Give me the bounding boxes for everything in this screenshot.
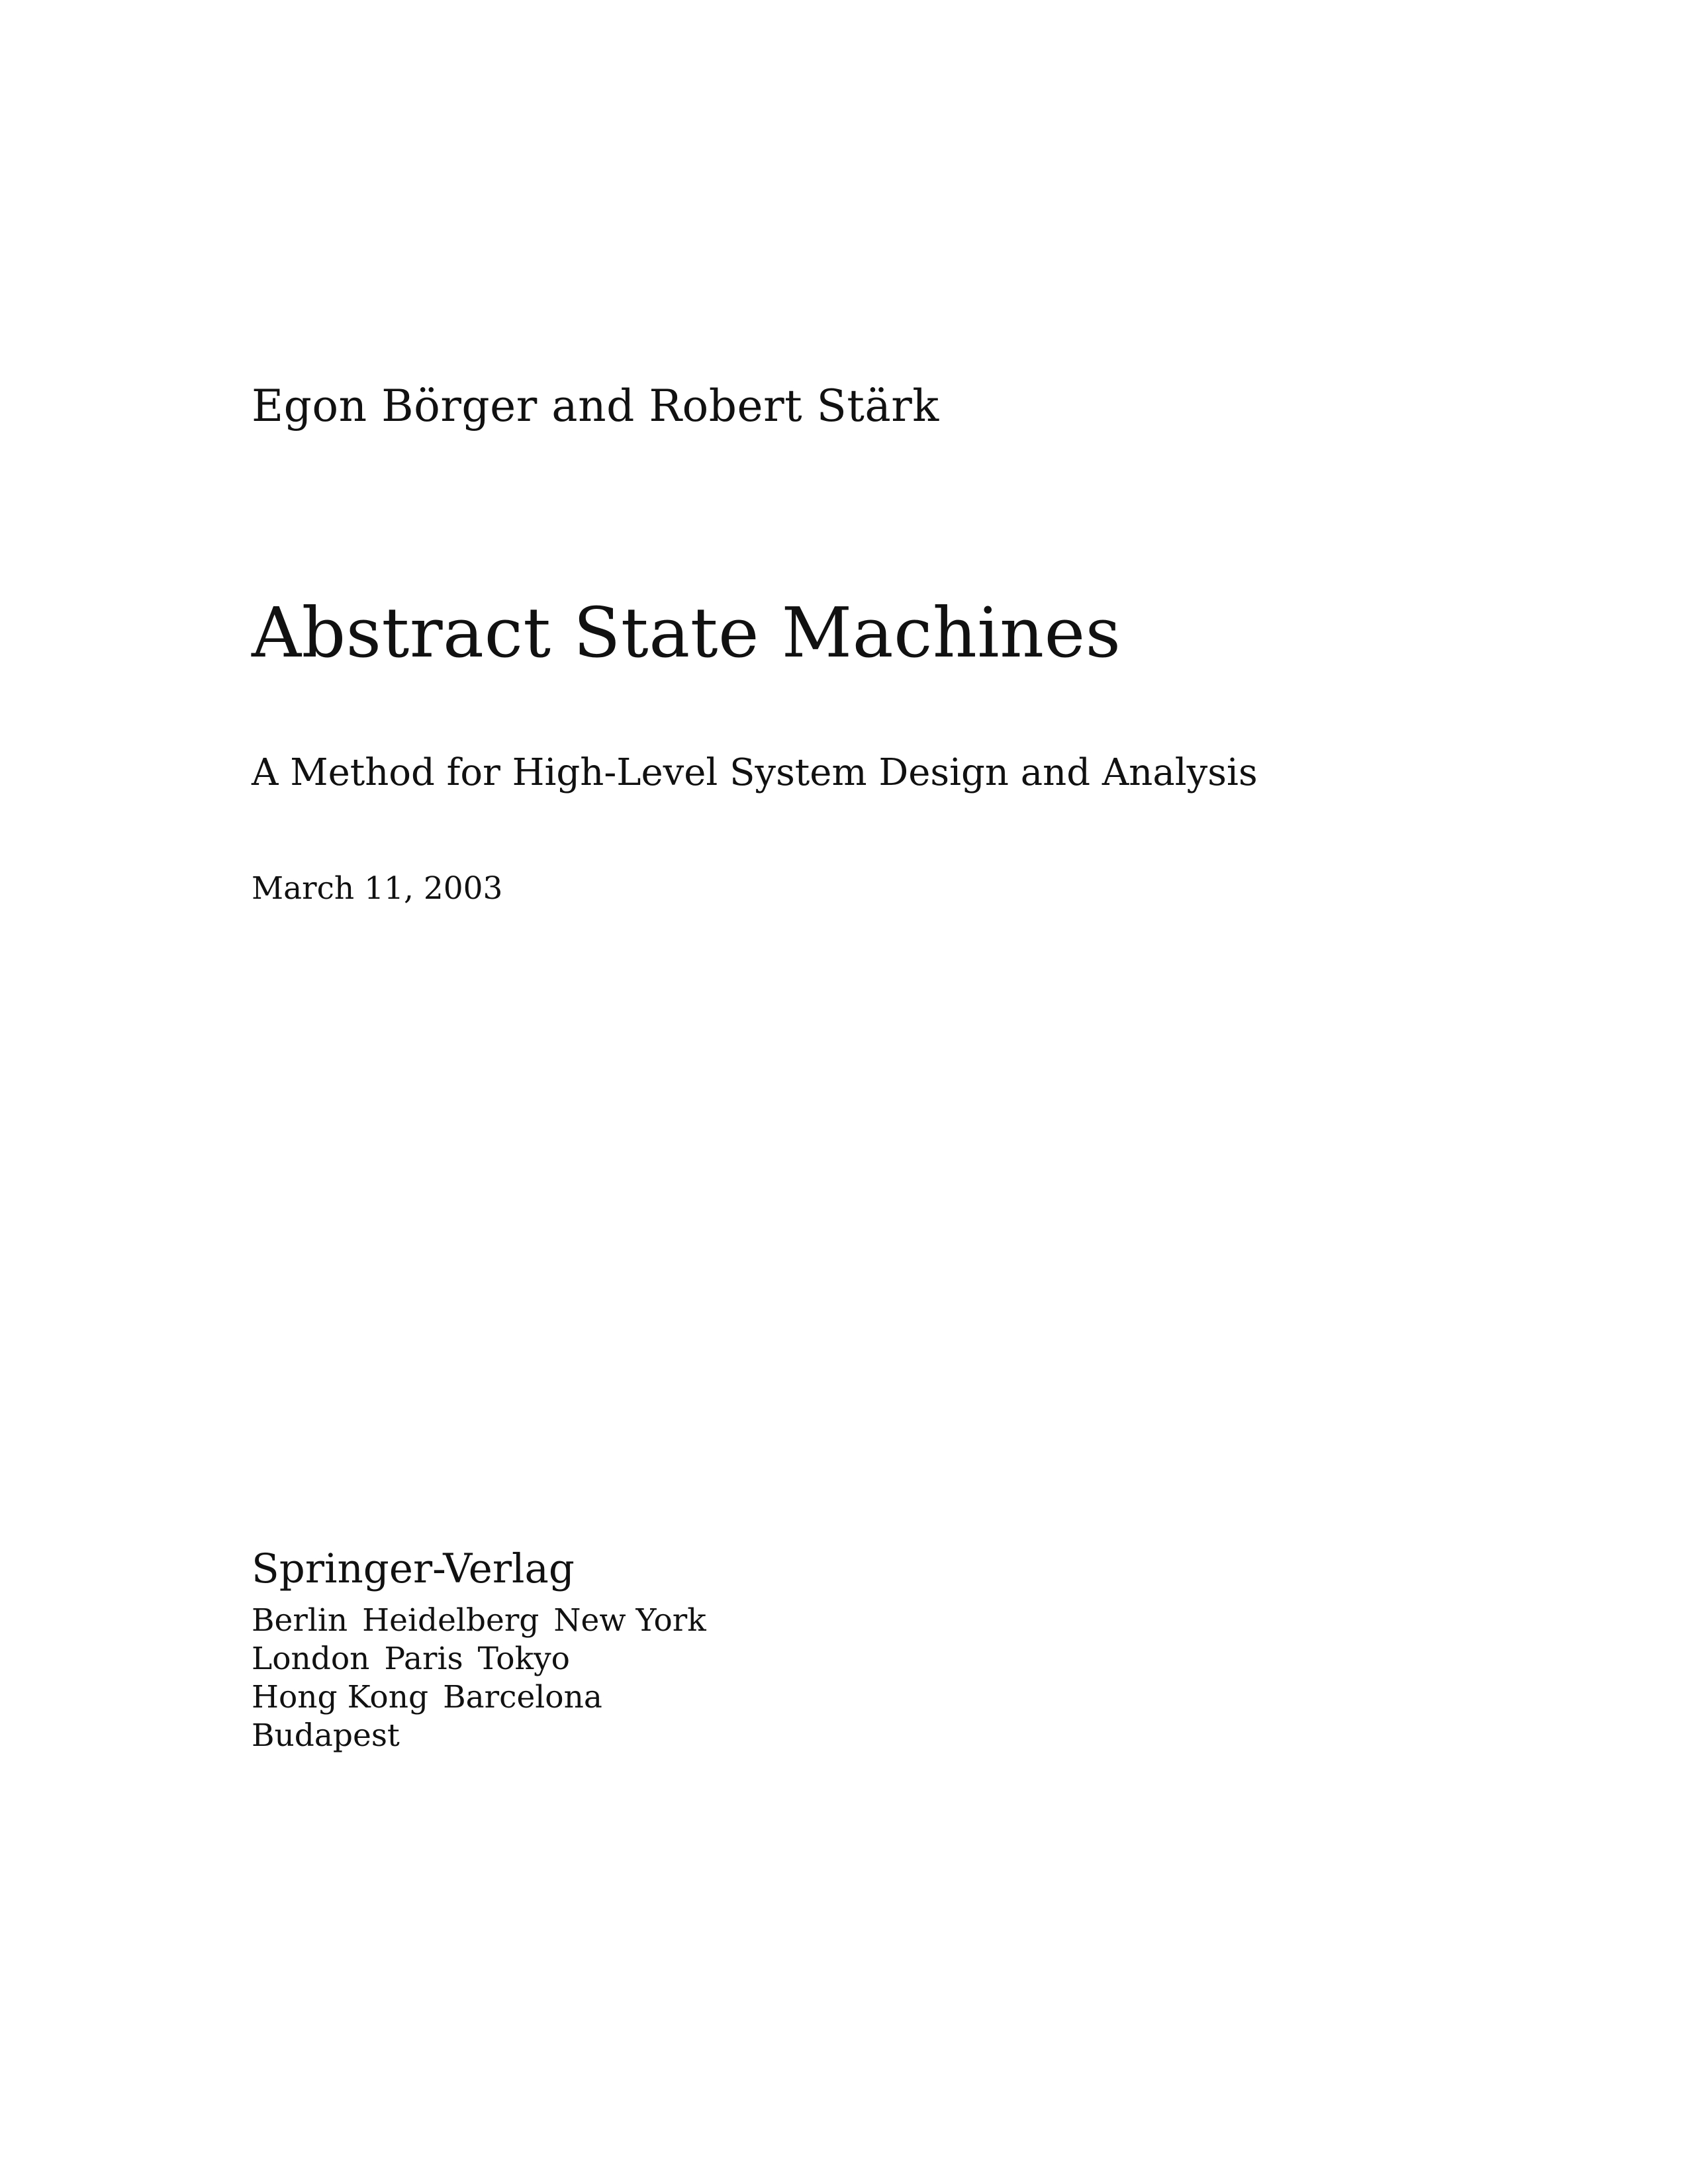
book-title: Abstract State Machines	[252, 592, 1121, 673]
city-name: Tokyo	[477, 1641, 570, 1677]
book-subtitle: A Method for High-Level System Design and Analysis	[252, 751, 1258, 794]
cities-line	[252, 1678, 721, 1717]
city-name: Berlin	[252, 1602, 348, 1639]
cities-line	[252, 1717, 721, 1755]
cities-line	[252, 1640, 721, 1678]
publisher-cities	[252, 1602, 721, 1755]
book-authors: Egon Börger and Robert Stärk	[252, 381, 939, 432]
city-name: Budapest	[252, 1717, 400, 1754]
city-name: Barcelona	[443, 1679, 602, 1715]
cities-line	[252, 1602, 721, 1640]
city-name: Paris	[384, 1641, 463, 1677]
city-name: London	[252, 1641, 370, 1677]
publisher-name: Springer-Verlag	[252, 1545, 575, 1592]
publication-date: March 11, 2003	[252, 870, 503, 907]
city-name: New York	[553, 1602, 706, 1639]
city-name: Heidelberg	[362, 1602, 539, 1639]
city-name: Hong Kong	[252, 1679, 429, 1715]
